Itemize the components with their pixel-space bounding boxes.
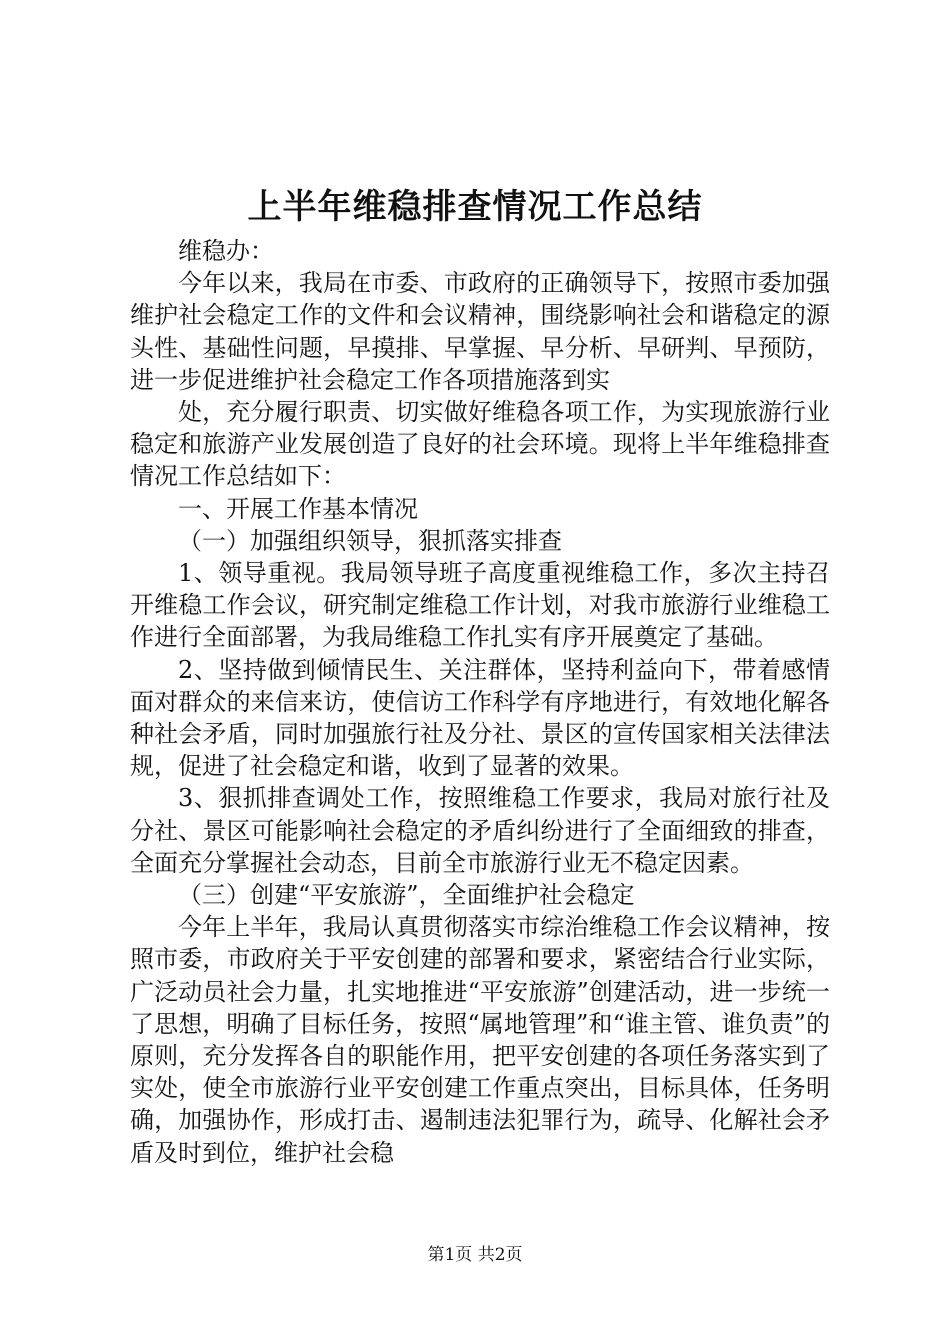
paragraph-intro-continued: 处，充分履行职责、切实做好维稳各项工作，为实现旅游行业稳定和旅游产业发展创造了良好的社会环境。现将上半年维稳排查情况工作总结如下： [130,398,830,491]
document-body [130,235,830,1169]
paragraph-item-3: 3、狠抓排查调处工作，按照维稳工作要求，我局对旅行社及分社、景区可能影响社会稳定的矛盾纠纷进行了全面细致的排查，全面充分掌握社会动态，目前全市旅游行业无不稳定因素。 [130,784,830,877]
document-title: 上半年维稳排查情况工作总结 [247,187,703,227]
paragraph-item-1: 1、领导重视。我局领导班子高度重视维稳工作，多次主持召开维稳工作会议，研究制定维稳工作计划，对我市旅游行业维稳工作进行全面部署，为我局维稳工作扎实有序开展奠定了基础。 [130,559,830,652]
subsection-heading: （一）加强组织领导，狠抓落实排查 [178,526,562,555]
subsection-heading: （三）创建“平安旅游”，全面维护社会稳定 [178,881,635,910]
paragraph-safe-tourism: 今年上半年，我局认真贯彻落实市综治维稳工作会议精神，按照市委，市政府关于平安创建的部署和要求，紧密结合行业实际，广泛动员社会力量，扎实地推进“平安旅游”创建活动，进一步统一了思想，明确了目标任务，按照“属地管理”和“谁主管、谁负责”的原则，充分发挥各自的职能作用，把平安创建的各项任务落实到了实处，使全市旅游行业平安创建工作重点突出，目标具体，任务明确，加强协作，形成打击、遏制违法犯罪行为，疏导、化解社会矛盾及时到位，维护社会稳 [130,913,830,1167]
page-footer: 第1页 共2页 [427,1245,523,1265]
section-heading: 一、开展工作基本情况 [178,494,418,523]
paragraph-intro: 今年以来，我局在市委、市政府的正确领导下，按照市委加强维护社会稳定工作的文件和会议精神，围绕影响社会和谐稳定的源头性、基础性问题，早摸排、早掌握、早分析、早研判、早预防，进一步促进维护社会稳定工作各项措施落到实 [130,269,830,394]
salutation: 维稳办： [178,237,274,265]
paragraph-item-2: 2、坚持做到倾情民生、关注群体，坚持利益向下，带着感情面对群众的来信来访，使信访工作科学有序地进行，有效地化解各种社会矛盾，同时加强旅行社及分社、景区的宣传国家相关法律法规，促进了社会稳定和谐，收到了显著的效果。 [130,655,830,781]
